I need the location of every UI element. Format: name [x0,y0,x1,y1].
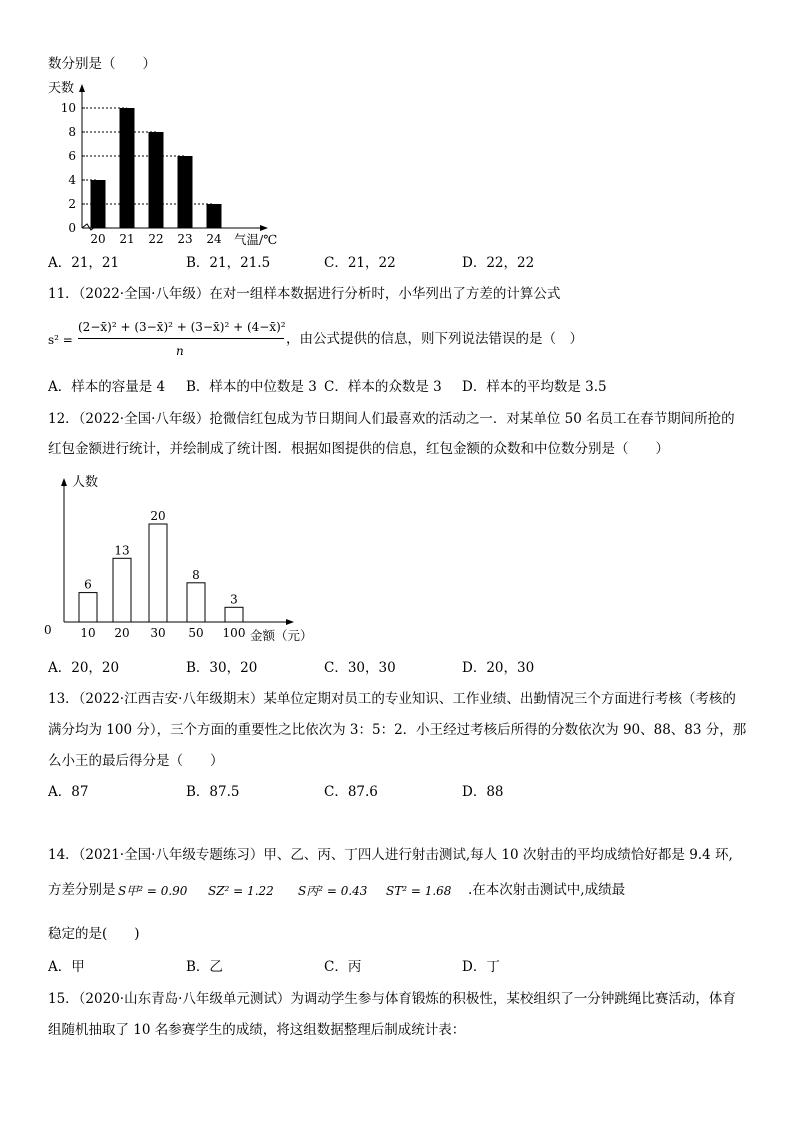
q13-option-c[interactable]: C．87.6 [324,784,378,800]
x-axis-label: 金额（元） [250,628,313,643]
x-tick-label: 30 [150,626,166,640]
formula-tail: ，由公式提供的信息，则下列说法错误的是（ ） [286,331,583,347]
bar [113,558,131,622]
y-axis-label: 人数 [72,475,99,490]
x-tick-label: 20 [114,626,130,640]
q12-option-d[interactable]: D．20，30 [462,660,535,676]
q13-stem-line3: 么小王的最后得分是（ ） [48,753,224,769]
data-label: 3 [230,592,238,607]
y-axis-label: 天数 [48,81,75,96]
x-axis-arrow [260,225,268,231]
origin-label: 0 [44,623,52,637]
q14-stem-line1: 14．（2021·全国·八年级专题练习）甲、乙、丙、丁四人进行射击测试,每人 10 次射击的平均成绩恰好都是 9.4 环, [48,847,733,863]
q12-stem-line2: 红包金额进行统计，并绘制成了统计图．根据如图提供的信息，红包金额的众数和中位数分别是（ ） [48,441,669,457]
q12-bar-chart [40,470,330,645]
data-label: 13 [114,543,130,558]
y-tick-label: 2 [68,197,76,211]
q12-option-a[interactable]: A．20，20 [48,660,120,676]
bar [207,204,222,228]
q10-option-d[interactable]: D．22，22 [462,255,535,271]
q13-option-b[interactable]: B．87.5 [186,784,240,800]
bar [120,108,135,228]
q10-bar-chart [48,78,308,248]
data-label: 8 [192,567,200,582]
q14-line2-post: .在本次射击测试中,成绩最 [468,882,626,898]
q12-option-c[interactable]: C．30，30 [324,660,396,676]
formula-lhs: s² = [48,333,73,347]
x-tick-label: 10 [80,626,96,640]
q15-stem-line2: 组随机抽取了 10 名参赛学生的成绩，将这组数据整理后制成统计表： [48,1022,466,1038]
variance-ding: ST² = 1.68 [386,884,452,898]
y-tick-label: 0 [68,221,76,235]
q11-option-a[interactable]: A．样本的容量是 4 [48,379,166,395]
y-tick-label: 4 [68,173,76,187]
x-tick-label: 21 [119,232,135,246]
data-label: 6 [84,577,92,592]
q13-option-a[interactable]: A．87 [48,784,89,800]
q15-stem-line1: 15．（2020·山东青岛·八年级单元测试）为调动学生参与体育锻炼的积极性，某校组织了一分钟跳绳比赛活动，体育 [48,991,736,1007]
bar [79,593,97,622]
bar [149,524,167,622]
x-axis-label: 气温/℃ [234,232,278,247]
q10-option-c[interactable]: C．21，22 [324,255,396,271]
bar [178,156,193,228]
y-axis-arrow [79,84,85,92]
q10-option-b[interactable]: B．21，21.5 [186,255,271,271]
q14-option-d[interactable]: D．丁 [462,959,500,975]
y-tick-label: 10 [60,101,76,115]
variance-jia: S甲² = 0.90 [118,884,188,898]
q12-option-b[interactable]: B．30，20 [186,660,258,676]
q13-stem-line1: 13．（2022·江西吉安·八年级期末）某单位定期对员工的专业知识、工作业绩、出勤情况三个方面进行考核（考核的 [48,691,736,707]
q11-formula [48,318,608,362]
q14-option-a[interactable]: A．甲 [48,959,85,975]
q11-option-c[interactable]: C．样本的众数是 3 [324,379,442,395]
q14-stem-line3: 稳定的是( ) [48,926,140,942]
q13-stem-line2: 满分均为 100 分），三个方面的重要性之比依次为 3：5：2．小王经过考核后所得的分数依次为 90、88、83 分，那 [48,722,747,738]
y-tick-label: 6 [68,149,76,163]
x-tick-label: 100 [222,626,246,640]
y-axis-arrow [61,478,67,486]
y-tick-label: 8 [68,125,76,139]
x-tick-label: 50 [188,626,204,640]
q13-option-d[interactable]: D．88 [462,784,504,800]
q11-option-b[interactable]: B．样本的中位数是 3 [186,379,317,395]
variance-yi: SZ² = 1.22 [208,884,274,898]
q10-stem-tail: 数分别是（ ） [48,56,156,72]
q14-stem-line2 [48,879,748,899]
q12-stem-line1: 12．（2022·全国·八年级）抢微信红包成为节日期间人们最喜欢的活动之一．对某单位 50 名员工在春节期间所抢的 [48,411,735,427]
bar [187,583,205,622]
q11-stem: 11．（2022·全国·八年级）在对一组样本数据进行分析时，小华列出了方差的计算公式 [48,286,561,302]
x-tick-label: 22 [148,232,164,246]
formula-numerator: (2−x̄)² + (3−x̄)² + (3−x̄)² + (4−x̄)² [78,320,286,334]
formula-denominator: n [176,344,184,358]
x-tick-label: 20 [90,232,106,246]
x-axis-arrow [286,619,294,625]
q14-option-b[interactable]: B．乙 [186,959,223,975]
x-tick-label: 23 [177,232,193,246]
q14-line2-pre: 方差分别是 [48,882,116,898]
data-label: 20 [150,509,166,523]
fraction-bar [78,338,284,339]
q14-option-c[interactable]: C．丙 [324,959,362,975]
q11-option-d[interactable]: D．样本的平均数是 3.5 [462,379,607,395]
q10-option-a[interactable]: A．21，21 [48,255,120,271]
x-tick-label: 24 [206,232,222,246]
bar [149,132,164,228]
bar [225,607,243,622]
variance-bing: S丙² = 0.43 [298,884,368,898]
